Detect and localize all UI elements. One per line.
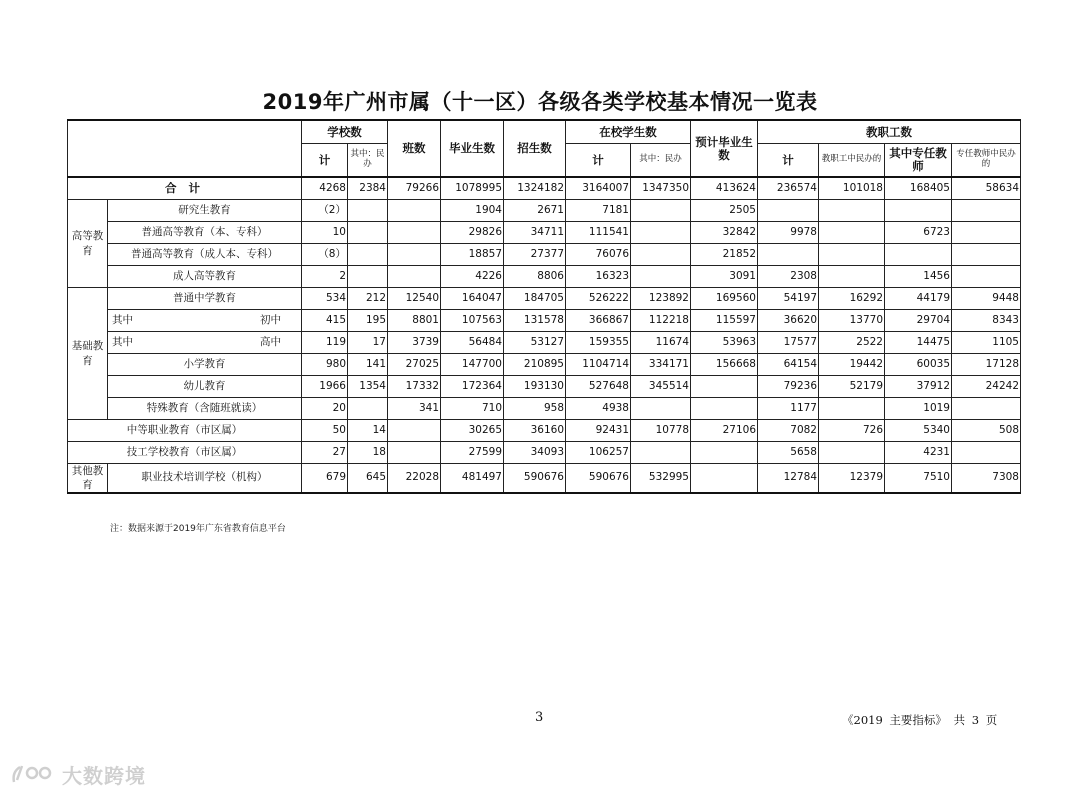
table-cell: [631, 222, 691, 244]
table-cell: 111541: [566, 222, 631, 244]
header-staff-private: 教职工中民办的: [819, 144, 885, 178]
table-cell: 32842: [691, 222, 758, 244]
table-cell: 13770: [819, 310, 885, 332]
total-value: 1347350: [631, 177, 691, 200]
group-label: 基础教育: [68, 288, 108, 420]
table-cell: 14: [348, 420, 388, 442]
row-label: [108, 332, 302, 354]
total-value: 1324182: [504, 177, 566, 200]
row-label: 特殊教育（含随班就读）: [108, 398, 302, 420]
group-label: 高等教育: [68, 200, 108, 288]
total-value: 4268: [302, 177, 348, 200]
page-number: 3: [535, 710, 544, 725]
table-cell: 9978: [758, 222, 819, 244]
table-cell: [819, 266, 885, 288]
table-cell: 18: [348, 442, 388, 464]
header-schools-total: 计: [302, 144, 348, 178]
table-cell: [631, 244, 691, 266]
table-cell: 534: [302, 288, 348, 310]
table-row: [68, 266, 1021, 288]
table-cell: 34093: [504, 442, 566, 464]
watermark: [10, 760, 146, 789]
row-label-right: 初中: [260, 313, 281, 326]
table-cell: 14475: [885, 332, 952, 354]
table-row: [68, 464, 1021, 494]
table-cell: [388, 266, 441, 288]
table-cell: 169560: [691, 288, 758, 310]
total-row: [68, 177, 1021, 200]
table-cell: 481497: [441, 464, 504, 494]
table-cell: 17: [348, 332, 388, 354]
table-cell: 526222: [566, 288, 631, 310]
table-cell: 12540: [388, 288, 441, 310]
table-cell: [952, 222, 1021, 244]
table-cell: 115597: [691, 310, 758, 332]
table-cell: [691, 464, 758, 494]
row-label: 技工学校教育（市区属）: [68, 442, 302, 464]
table-cell: 56484: [441, 332, 504, 354]
table-cell: 3739: [388, 332, 441, 354]
table-cell: [819, 442, 885, 464]
row-label-left: 其中: [112, 313, 133, 326]
table-cell: 172364: [441, 376, 504, 398]
row-label: 中等职业教育（市区属）: [68, 420, 302, 442]
header-teachers-private: 专任教师中民办的: [952, 144, 1021, 178]
table-cell: 17128: [952, 354, 1021, 376]
table-cell: 7510: [885, 464, 952, 494]
table-cell: 50: [302, 420, 348, 442]
table-cell: 210895: [504, 354, 566, 376]
table-cell: 10778: [631, 420, 691, 442]
table-cell: 1966: [302, 376, 348, 398]
table-cell: 60035: [885, 354, 952, 376]
table-row: [68, 376, 1021, 398]
row-label-right: 高中: [260, 335, 281, 348]
row-label: [108, 310, 302, 332]
table-cell: 24242: [952, 376, 1021, 398]
table-cell: 5658: [758, 442, 819, 464]
table-cell: 679: [302, 464, 348, 494]
table-cell: 27599: [441, 442, 504, 464]
table-cell: 164047: [441, 288, 504, 310]
row-label: 成人高等教育: [108, 266, 302, 288]
table-cell: [819, 200, 885, 222]
table-cell: 37912: [885, 376, 952, 398]
table-cell: [758, 244, 819, 266]
table-cell: 30265: [441, 420, 504, 442]
table-cell: 8801: [388, 310, 441, 332]
table-cell: [631, 442, 691, 464]
header-staff-teachers: 其中专任教师: [885, 144, 952, 178]
header-schools-private: 其中：民办: [348, 144, 388, 178]
table-cell: 341: [388, 398, 441, 420]
table-cell: 17577: [758, 332, 819, 354]
table-cell: 590676: [504, 464, 566, 494]
total-value: 236574: [758, 177, 819, 200]
table-cell: 1105: [952, 332, 1021, 354]
table-cell: 123892: [631, 288, 691, 310]
table-cell: 27: [302, 442, 348, 464]
group-label: 其他教育: [68, 464, 108, 494]
page-footer: 《2019 主要指标》 共 3 页: [842, 713, 998, 727]
table-cell: [348, 200, 388, 222]
table-cell: 147700: [441, 354, 504, 376]
table-cell: [758, 200, 819, 222]
table-cell: 141: [348, 354, 388, 376]
table-cell: [952, 398, 1021, 420]
table-cell: 131578: [504, 310, 566, 332]
table-cell: 53127: [504, 332, 566, 354]
table-cell: 2308: [758, 266, 819, 288]
table-cell: [348, 398, 388, 420]
table-row: [68, 332, 1021, 354]
table-cell: 44179: [885, 288, 952, 310]
header-students-private: 其中：民办: [631, 144, 691, 178]
table-cell: 1354: [348, 376, 388, 398]
table-cell: 532995: [631, 464, 691, 494]
table-cell: 159355: [566, 332, 631, 354]
table-cell: 345514: [631, 376, 691, 398]
table-cell: 12784: [758, 464, 819, 494]
table-cell: 34711: [504, 222, 566, 244]
table-cell: 5340: [885, 420, 952, 442]
table-cell: 52179: [819, 376, 885, 398]
table-cell: [388, 222, 441, 244]
table-cell: [348, 244, 388, 266]
table-cell: 1456: [885, 266, 952, 288]
table-cell: 184705: [504, 288, 566, 310]
table-cell: [388, 442, 441, 464]
table-cell: 20: [302, 398, 348, 420]
table-cell: [819, 244, 885, 266]
table-row: [68, 310, 1021, 332]
table-cell: 11674: [631, 332, 691, 354]
table-cell: 27377: [504, 244, 566, 266]
total-value: 168405: [885, 177, 952, 200]
header-staff-total: 计: [758, 144, 819, 178]
table-cell: 334171: [631, 354, 691, 376]
table-cell: [952, 244, 1021, 266]
watermark-text: 大数跨境: [62, 764, 146, 788]
table-cell: （8）: [302, 244, 348, 266]
table-cell: [691, 442, 758, 464]
table-cell: 12379: [819, 464, 885, 494]
row-label: 职业技术培训学校（机构）: [108, 464, 302, 494]
header-graduates: 毕业生数: [441, 120, 504, 177]
table-row: [68, 244, 1021, 266]
table-cell: 2505: [691, 200, 758, 222]
row-label: 普通高等教育（成人本、专科）: [108, 244, 302, 266]
table-cell: [348, 222, 388, 244]
table-cell: [952, 442, 1021, 464]
statistics-table: [67, 119, 1021, 494]
table-cell: （2）: [302, 200, 348, 222]
table-cell: 16292: [819, 288, 885, 310]
table-cell: 9448: [952, 288, 1021, 310]
table-cell: 710: [441, 398, 504, 420]
table-cell: 4938: [566, 398, 631, 420]
table-cell: 36160: [504, 420, 566, 442]
table-cell: 2: [302, 266, 348, 288]
table-cell: [388, 200, 441, 222]
table-cell: [885, 200, 952, 222]
table-row: [68, 200, 1021, 222]
table-cell: 590676: [566, 464, 631, 494]
row-label: 幼儿教育: [108, 376, 302, 398]
table-cell: 3091: [691, 266, 758, 288]
source-note: 注：数据来源于2019年广东省教育信息平台: [110, 524, 286, 534]
table-cell: 8343: [952, 310, 1021, 332]
table-cell: [631, 266, 691, 288]
total-label: 合 计: [68, 177, 302, 200]
table-cell: 7082: [758, 420, 819, 442]
corner-header-cell: [68, 120, 302, 177]
total-value: 413624: [691, 177, 758, 200]
header-students: 在校学生数: [566, 120, 691, 144]
table-row: [68, 354, 1021, 376]
table-cell: [348, 266, 388, 288]
table-cell: 106257: [566, 442, 631, 464]
table-cell: 16323: [566, 266, 631, 288]
table-cell: 7308: [952, 464, 1021, 494]
table-cell: 64154: [758, 354, 819, 376]
table-cell: [631, 200, 691, 222]
table-cell: 27106: [691, 420, 758, 442]
total-value: 101018: [819, 177, 885, 200]
table-cell: [631, 398, 691, 420]
table-cell: [691, 376, 758, 398]
table-cell: [885, 244, 952, 266]
table-cell: 2671: [504, 200, 566, 222]
table-cell: 36620: [758, 310, 819, 332]
table-cell: 366867: [566, 310, 631, 332]
table-cell: 54197: [758, 288, 819, 310]
row-label-left: 其中: [112, 335, 133, 348]
table-row: [68, 398, 1021, 420]
table-cell: 508: [952, 420, 1021, 442]
table-cell: 10: [302, 222, 348, 244]
table-row: [68, 222, 1021, 244]
table-cell: 79236: [758, 376, 819, 398]
table-cell: 4231: [885, 442, 952, 464]
table-cell: 4226: [441, 266, 504, 288]
table-cell: 22028: [388, 464, 441, 494]
table-cell: [388, 244, 441, 266]
table-cell: 1104714: [566, 354, 631, 376]
table-cell: 27025: [388, 354, 441, 376]
table-cell: 212: [348, 288, 388, 310]
table-cell: 195: [348, 310, 388, 332]
table-cell: 17332: [388, 376, 441, 398]
table-cell: [819, 222, 885, 244]
table-cell: [388, 420, 441, 442]
table-cell: 7181: [566, 200, 631, 222]
table-cell: 726: [819, 420, 885, 442]
table-cell: [691, 398, 758, 420]
table-cell: 18857: [441, 244, 504, 266]
row-label: 普通中学教育: [108, 288, 302, 310]
table-cell: [952, 200, 1021, 222]
table-cell: 6723: [885, 222, 952, 244]
total-value: 2384: [348, 177, 388, 200]
header-enrollment: 招生数: [504, 120, 566, 177]
table-cell: [952, 266, 1021, 288]
row-label: 研究生教育: [108, 200, 302, 222]
row-label: 小学教育: [108, 354, 302, 376]
table-cell: 21852: [691, 244, 758, 266]
table-cell: 1177: [758, 398, 819, 420]
table-cell: 2522: [819, 332, 885, 354]
table-cell: 119: [302, 332, 348, 354]
table-cell: 1019: [885, 398, 952, 420]
table-cell: 958: [504, 398, 566, 420]
total-value: 58634: [952, 177, 1021, 200]
table-cell: 92431: [566, 420, 631, 442]
total-value: 79266: [388, 177, 441, 200]
header-students-total: 计: [566, 144, 631, 178]
watermark-logo-icon: [10, 762, 58, 788]
table-cell: 156668: [691, 354, 758, 376]
table-cell: 76076: [566, 244, 631, 266]
table-cell: 29826: [441, 222, 504, 244]
row-label: 普通高等教育（本、专科）: [108, 222, 302, 244]
header-classes: 班数: [388, 120, 441, 177]
table-cell: 112218: [631, 310, 691, 332]
table-cell: 107563: [441, 310, 504, 332]
table-cell: 8806: [504, 266, 566, 288]
table-cell: 645: [348, 464, 388, 494]
table-cell: 1904: [441, 200, 504, 222]
table-body: [68, 200, 1021, 494]
table-row: [68, 420, 1021, 442]
header-row-1: [68, 120, 1021, 144]
table-cell: 29704: [885, 310, 952, 332]
header-schools: 学校数: [302, 120, 388, 144]
page-title: 2019年广州市属（十一区）各级各类学校基本情况一览表: [262, 90, 818, 114]
table-row: [68, 442, 1021, 464]
table-cell: 415: [302, 310, 348, 332]
table-cell: 980: [302, 354, 348, 376]
total-value: 3164007: [566, 177, 631, 200]
table-cell: 53963: [691, 332, 758, 354]
header-staff: 教职工数: [758, 120, 1021, 144]
table-cell: [819, 398, 885, 420]
header-expected: 预计毕业生数: [691, 120, 758, 177]
table-cell: 19442: [819, 354, 885, 376]
table-cell: 527648: [566, 376, 631, 398]
table-cell: 193130: [504, 376, 566, 398]
total-value: 1078995: [441, 177, 504, 200]
table-row: [68, 288, 1021, 310]
